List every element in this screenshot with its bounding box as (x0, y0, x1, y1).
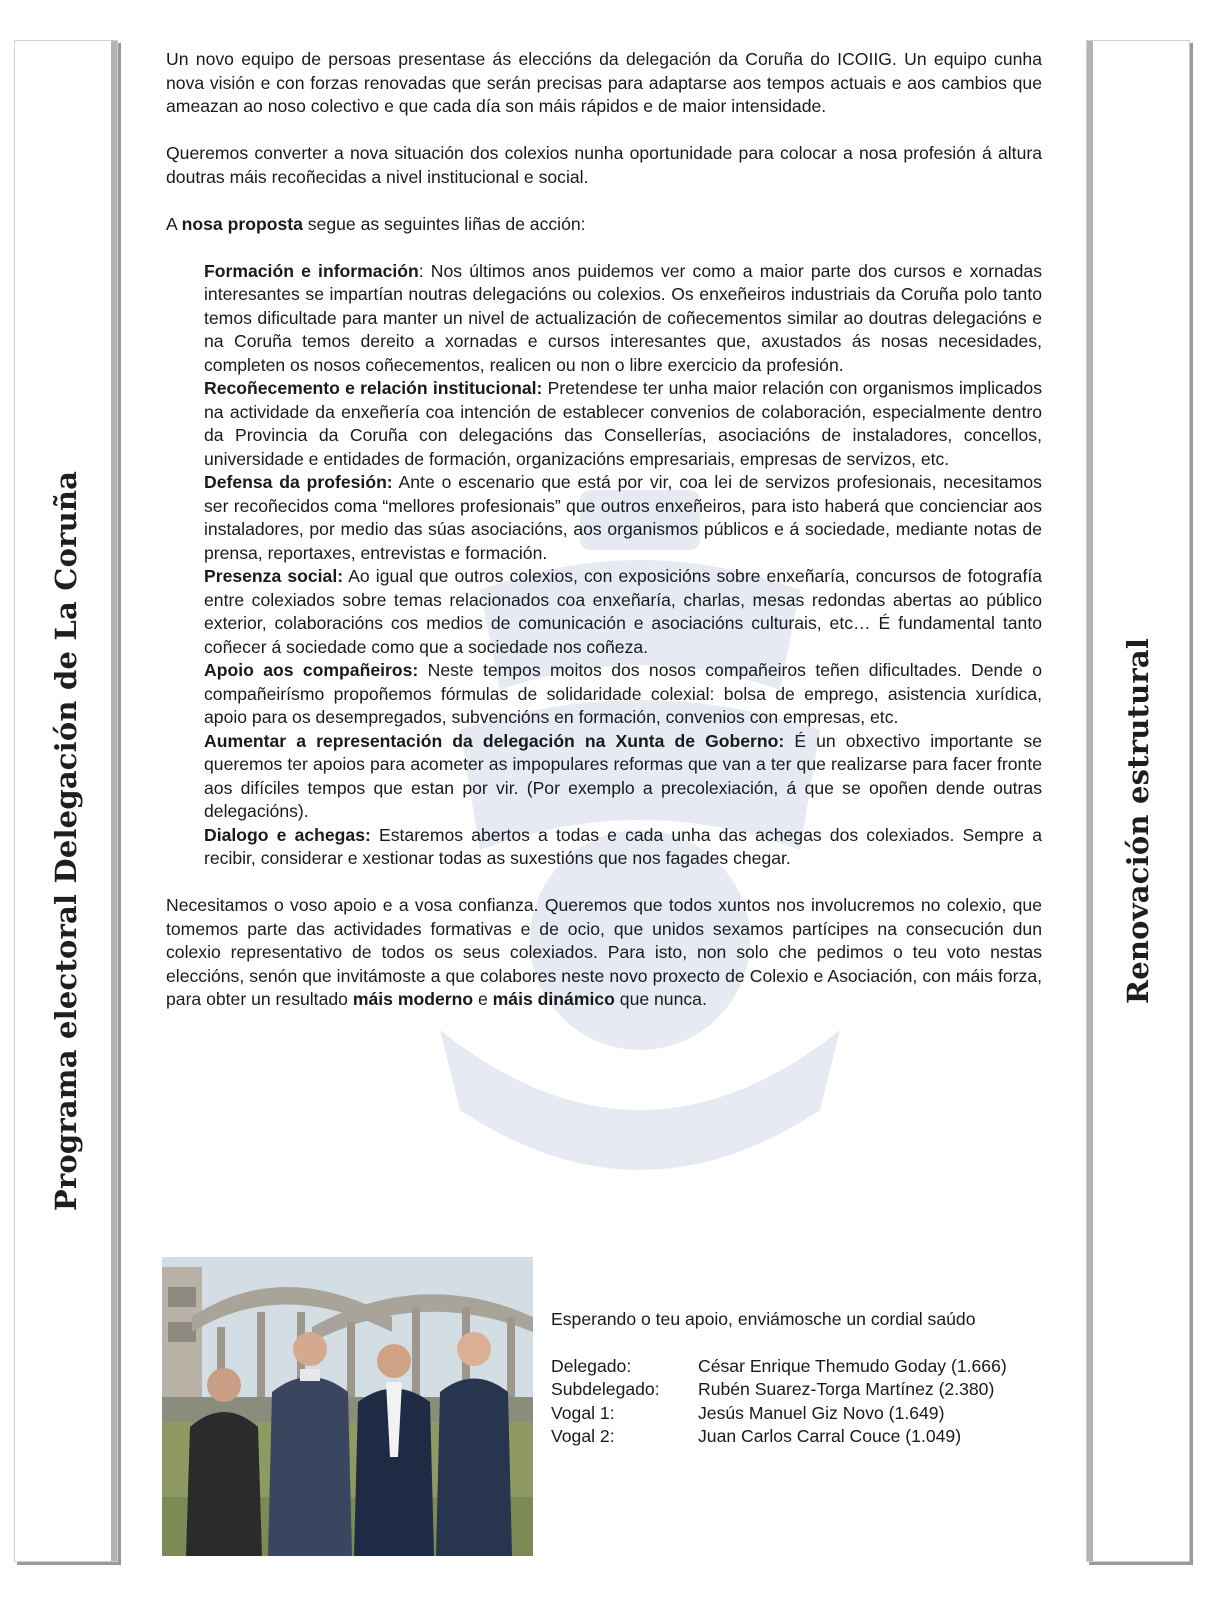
item-title: Defensa da profesión: (204, 472, 393, 492)
item-title: Recoñecemento e relación institucional: (204, 378, 543, 398)
member-name: Jesús Manuel Giz Novo (1.649) (698, 1402, 945, 1423)
sidebar-bar (111, 41, 117, 1561)
right-sidebar-title: Renovación estrutural (1121, 637, 1155, 1005)
member-role: Subdelegado: (551, 1379, 660, 1399)
right-sidebar-banner (1086, 40, 1190, 1562)
sidebar-bar (1087, 41, 1093, 1561)
member-role: Delegado: (551, 1355, 632, 1376)
item-title: Presenza social: (204, 566, 344, 586)
members-table (551, 1355, 1007, 1449)
action-lines-list (166, 260, 1042, 871)
team-photo (162, 1257, 533, 1556)
member-role: Vogal 1: (551, 1402, 615, 1423)
team-photo-illustration (162, 1257, 533, 1556)
member-role: Vogal 2: (551, 1426, 615, 1446)
intro-paragraph-3: A nosa proposta segue as seguintes liñas de acción: (166, 213, 586, 234)
item-title: Dialogo e achegas: (204, 824, 371, 845)
list-item: Apoio aos compañeiros: Neste tempos moitos dos nosos compañeiros teñen dificultades. Dende o compañeirísmo propoñemos fórmulas de solidaridade colexial: bolsa de emprego, asistencia xurídica, apoio para os desempregados, subvencións en formación, convenios con empresas, etc. (204, 660, 1042, 727)
greeting: Esperando o teu apoio, enviámosche un cordial saúdo (551, 1309, 976, 1329)
table-row (551, 1402, 1007, 1426)
list-item: Dialogo e achegas: Estaremos abertos a todas e cada unha das achegas dos colexiados. Sempre a recibir, considerar e xestionar todas as suxestións que nos fagades chegar. (204, 824, 1042, 868)
list-item: Recoñecemento e relación institucional: Pretendese ter unha maior relación con organismos implicados na actividade da enxeñería coa intención de establecer convenios de colaboración, especialmente dentro da Provincia da Coruña con delegacións das Consellerías, asociacións de instaladores, concellos, universidade e entidades de formación, organizacións empresariais, empresas de servizos, etc. (204, 378, 1043, 469)
left-sidebar-banner (14, 40, 118, 1562)
item-title: Apoio aos compañeiros: (204, 660, 419, 680)
signature-block (551, 1308, 1071, 1449)
list-item: Aumentar a representación da delegación na Xunta de Goberno: É un obxectivo importante se queremos ter apoios para acometer as impopulares reformas que van a ter que realizarse para facer fronte aos difíciles tempos que estan por vir. (Por exemplo a precolexiación, á que se opoñen dende outras delegacións). (204, 730, 1043, 821)
table-row (551, 1425, 1007, 1449)
left-sidebar-title: Programa electoral Delegación de La Coruña (49, 470, 83, 1212)
member-name: César Enrique Themudo Goday (1.666) (698, 1355, 1007, 1376)
closing-paragraph: Necesitamos o voso apoio e a vosa confianza. Queremos que todos xuntos nos involucremos no colexio, que tomemos parte das actividades formativas e de ocio, que unidos sexamos partícipes na consecución dun colexio representativo de todos os seus colexiados. Para isto, non solo che pedimos o teu voto nestas eleccións, senón que invitámoste a que colabores neste novo proxecto de Colexio e Asociación, con máis forza, para obter un resultado máis moderno e máis dinámico que nunca. (166, 895, 1042, 1009)
table-row (551, 1355, 1007, 1379)
intro-paragraph-2: Queremos converter a nova situación dos colexios nunha oportunidade para colocar a nosa profesión á altura doutras máis recoñecidas a nivel institucional e social. (166, 143, 1042, 187)
intro-paragraph-1: Un novo equipo de persoas presentase ás eleccións da delegación da Coruña do ICOIIG. Un equipo cunha nova visión e con forzas renovadas que serán precisas para adaptarse aos tempos actuais e aos cambios que ameazan ao noso colectivo e que cada día son máis rápidos e de maior intensidade. (166, 49, 1042, 116)
item-title: Aumentar a representación da delegación na Xunta de Goberno: (204, 730, 785, 751)
list-item: Defensa da profesión: Ante o escenario que está por vir, coa lei de servizos profesionais, necesitamos ser recoñecidos coma “mellores profesionais” que outros enxeñeiros, para isto haberá que concienciar aos instaladores, por medio das súas asociacións, aos organismos públicos e á sociedade, mediante notas de prensa, reportaxes, entrevistas e formación. (204, 472, 1042, 563)
main-content (166, 48, 1042, 1012)
table-row (551, 1378, 1007, 1402)
member-name: Rubén Suarez-Torga Martínez (2.380) (698, 1379, 995, 1399)
list-item: Formación e información: Nos últimos anos puidemos ver como a maior parte dos cursos e xornadas interesantes se impartían noutras delegacións ou colexios. Os enxeñeiros industriais da Coruña polo tanto temos dificultade para manter un nivel de actualización de coñecementos similar ao doutras delegacións e na Coruña temos dereito a xornadas e cursos interesantes que, axustados ás nosas necesidades, completen os nosos coñecementos, realicen ou non o libre exercicio da profesión. (204, 260, 1042, 375)
item-title: Formación e información (204, 260, 419, 281)
list-item: Presenza social: Ao igual que outros colexios, con exposicións sobre enxeñaría, concursos de fotografía entre colexiados sobre temas relacionados coa enxeñaría, charlas, mesas redondas abertas ao público exterior, colaboracións cos medios de comunicación e asociacións culturais, etc… É fundamental tanto coñecer á sociedade como que a sociedade nos coñeza. (204, 566, 1043, 657)
member-name: Juan Carlos Carral Couce (1.049) (698, 1426, 962, 1446)
